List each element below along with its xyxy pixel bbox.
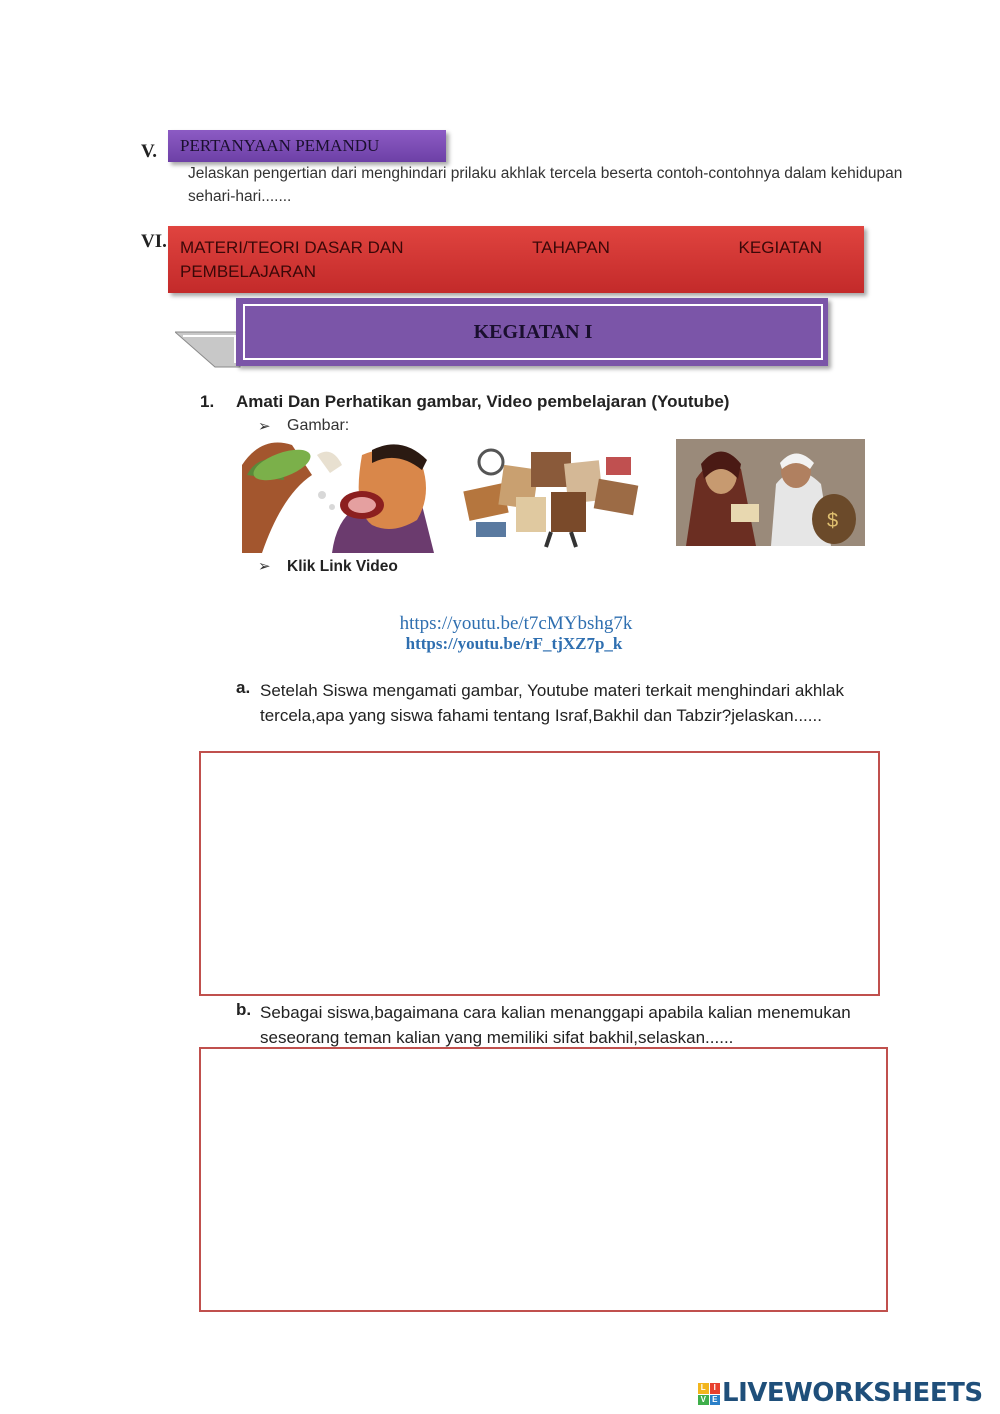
section-vi-title-part1: MATERI/TEORI DASAR DAN <box>180 238 404 257</box>
question-a-text: Setelah Siswa mengamati gambar, Youtube materi terkait menghindari akhlak tercela,apa yang siswa fahami tentang Israf,Bakhil dan Tabzir?jelaskan...... <box>260 681 845 725</box>
eating-man-image <box>222 435 434 553</box>
bullet-arrow-icon: ➢ <box>258 558 271 575</box>
svg-text:$: $ <box>827 510 839 532</box>
kegiatan-header <box>236 298 828 366</box>
section-v-title: PERTANYAAN PEMANDU <box>168 130 446 162</box>
kegiatan-corner-shape <box>175 330 245 370</box>
bullet-arrow-icon: ➢ <box>258 418 271 435</box>
logo-letter-v: V <box>698 1395 709 1406</box>
section-v-text: Jelaskan pengertian dari menghindari prilaku akhlak tercela beserta contoh-contohnya dalam kehidupan sehari-hari....... <box>188 165 903 205</box>
question-b-text: Sebagai siswa,bagaimana cara kalian menanggapi apabila kalian menemukan seseorang teman kalian yang memiliki sifat bakhil,selaskan...... <box>260 1003 851 1047</box>
answer-box-b[interactable] <box>199 1047 888 1312</box>
answer-box-a[interactable] <box>199 751 880 996</box>
liveworksheets-brand: LIVEWORKSHEETS <box>722 1378 983 1408</box>
liveworksheets-logo-icon <box>698 1383 720 1405</box>
item1-number: 1. <box>200 392 215 411</box>
item1-title: Amati Dan Perhatikan gambar, Video pembelajaran (Youtube) <box>236 392 730 411</box>
section-vi-title-line2: PEMBELAJARAN <box>180 262 317 281</box>
shopping-bags-image <box>456 437 658 549</box>
kegiatan-title: KEGIATAN I <box>243 304 823 360</box>
logo-letter-l: L <box>698 1383 709 1394</box>
section-v-number: V. <box>141 141 158 162</box>
section-vi-title-part2: TAHAPAN <box>532 238 610 257</box>
section-vi-title-part3: KEGIATAN <box>738 238 822 257</box>
question-b-label: b. <box>236 1000 252 1019</box>
question-a-label: a. <box>236 678 251 697</box>
youtube-link-1[interactable]: https://youtu.be/t7cMYbshg7k <box>399 613 633 634</box>
section-vi-banner <box>168 226 864 293</box>
logo-letter-e: E <box>710 1395 721 1406</box>
section-vi-number: VI. <box>141 231 167 252</box>
klik-link-video-label: Klik Link Video <box>287 558 398 575</box>
money-bag-people-image <box>676 439 865 546</box>
logo-letter-i: I <box>710 1383 721 1394</box>
youtube-link-2[interactable]: https://youtu.be/rF_tjXZ7p_k <box>405 634 623 653</box>
gambar-label: Gambar: <box>287 417 350 434</box>
